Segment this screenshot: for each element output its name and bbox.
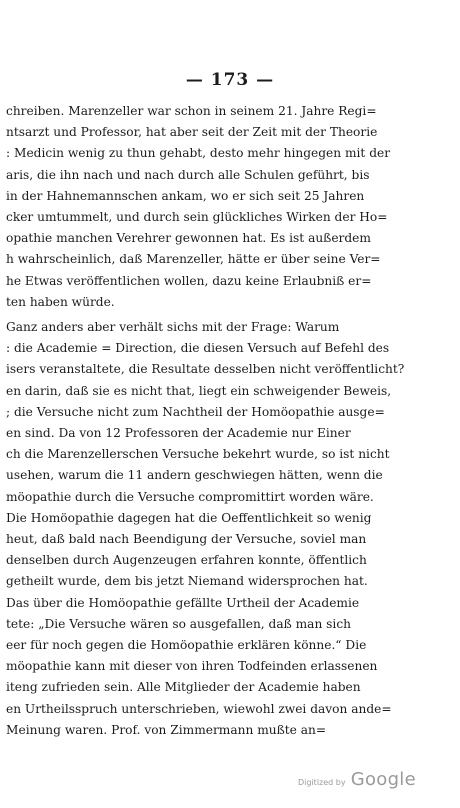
text-line: h wahrscheinlich, daß Marenzeller, hätte er über seine Ver=	[6, 252, 381, 267]
text-line: isers veranstaltete, die Resultate desselben nicht veröffentlicht?	[6, 362, 405, 377]
digitized-by-google-watermark	[298, 769, 416, 790]
text-line: Das über die Homöopathie gefällte Urtheil der Academie	[6, 595, 360, 610]
text-line: eer für noch gegen die Homöopathie erklären könne.“ Die	[6, 638, 367, 653]
text-line: aris, die ihn nach und nach durch alle Schulen geführt, bis	[6, 167, 370, 182]
text-line: denselben durch Augenzeugen erfahren konnte, öffentlich	[6, 553, 367, 568]
page-number: — 173 —	[185, 70, 275, 90]
text-line: : die Academie = Direction, die diesen Versuch auf Befehl des	[6, 341, 390, 356]
text-line: ntsarzt und Professor, hat aber seit der Zeit mit der Theorie	[6, 125, 378, 140]
text-line: he Etwas veröffentlichen wollen, dazu keine Erlaubniß er=	[6, 273, 372, 288]
watermark-prefix: Digitized by	[298, 778, 346, 787]
text-line: heut, daß bald nach Beendigung der Versuche, soviel man	[6, 532, 367, 547]
text-line: cker umtummelt, und durch sein glückliches Wirken der Ho=	[6, 210, 388, 225]
text-line: opathie manchen Verehrer gewonnen hat. Es ist außerdem	[6, 231, 371, 246]
text-line: in der Hahnemannschen ankam, wo er sich seit 25 Jahren	[6, 188, 365, 203]
text-line: ch die Marenzellerschen Versuche bekehrt wurde, so ist nicht	[6, 447, 390, 462]
text-line: en sind. Da von 12 Professoren der Academie nur Einer	[6, 426, 351, 441]
text-line: Die Homöopathie dagegen hat die Oeffentlichkeit so wenig	[6, 510, 372, 525]
text-line: en Urtheilsspruch unterschrieben, wiewohl zwei davon ande=	[6, 701, 392, 716]
text-line: Ganz anders aber verhält sichs mit der Frage: Warum	[6, 320, 340, 335]
text-line: chreiben. Marenzeller war schon in seinem 21. Jahre Regi=	[6, 104, 377, 118]
text-line: getheilt wurde, dem bis jetzt Niemand widersprochen hat.	[6, 574, 368, 589]
text-line: en darin, daß sie es nicht that, liegt ein schweigender Beweis,	[6, 383, 392, 398]
text-line: tete: „Die Versuche wären so ausgefallen, daß man sich	[6, 616, 352, 631]
text-line: usehen, warum die 11 andern geschwiegen hätten, wenn die	[6, 468, 383, 483]
text-line: ten haben würde.	[6, 294, 115, 309]
text-line: : Medicin wenig zu thun gehabt, desto mehr hingegen mit der	[6, 146, 391, 161]
body-text	[6, 101, 405, 741]
text-line: möopathie durch die Versuche compromittirt worden wäre.	[6, 489, 374, 504]
text-line: iteng zufrieden sein. Alle Mitglieder der Academie haben	[6, 680, 361, 695]
google-logo: Google	[350, 769, 416, 790]
text-line: möopathie kann mit dieser von ihren Todfeinden erlassenen	[6, 659, 378, 674]
text-line: ; die Versuche nicht zum Nachtheil der Homöopathie ausge=	[6, 404, 385, 419]
text-line: Meinung waren. Prof. von Zimmermann mußte an=	[6, 722, 327, 737]
